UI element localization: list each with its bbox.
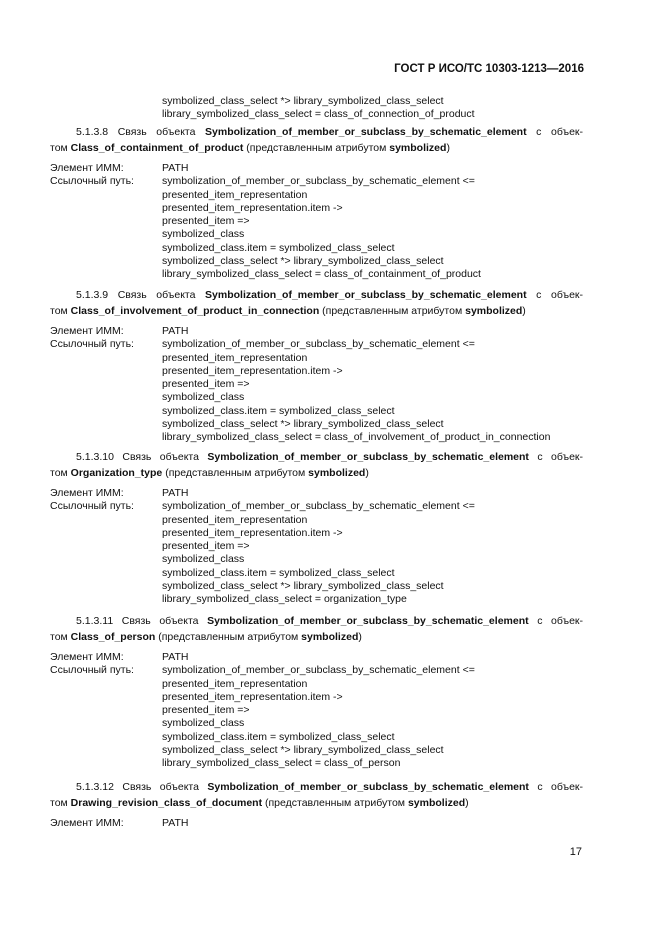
path-row	[50, 175, 583, 281]
section-number: 5.1.3.9	[76, 289, 109, 301]
section-5-1-3-8	[50, 124, 583, 282]
section-heading: 5.1.3.12 Связь объекта Symbolization_of_member_or_subclass_by_schematic_element с объек- том Drawing_revision_class_of_document (представленным атрибутом symbolized)	[50, 781, 584, 809]
section-heading: 5.1.3.9 Связь объекта Symbolization_of_member_or_subclass_by_schematic_element с объек- том Class_of_involvement_of_product_in_connection (представленным атрибутом symbolized)	[50, 289, 583, 317]
document-header: ГОСТ Р ИСО/ТС 10303-1213—2016	[394, 63, 584, 75]
path-line: symbolized_class.item = symbolized_class_select	[162, 566, 395, 579]
path-line: presented_item =>	[162, 215, 250, 228]
path-line: library_symbolized_class_select = organization_type	[162, 593, 407, 606]
section-number: 5.1.3.8	[76, 126, 109, 138]
path-row	[50, 664, 583, 770]
path-block	[162, 338, 583, 444]
path-line: symbolized_class.item = symbolized_class_select	[162, 241, 395, 254]
attribute-name: symbolized	[301, 631, 359, 643]
element-label: Элемент ИММ:	[50, 487, 124, 499]
section-heading: 5.1.3.11 Связь объекта Symbolization_of_member_or_subclass_by_schematic_element с объек- том Class_of_person (представленным атрибутом symbolized)	[50, 615, 584, 643]
path-label: Ссылочный путь:	[50, 500, 134, 513]
path-line: symbolized_class	[162, 391, 245, 404]
section-heading: 5.1.3.8 Связь объекта Symbolization_of_member_or_subclass_by_schematic_element с объек- том Class_of_containment_of_product (представленным атрибутом symbolized)	[50, 126, 583, 154]
element-value: PATH	[162, 651, 189, 663]
attribute-name: symbolized	[308, 467, 366, 479]
path-label: Ссылочный путь:	[50, 338, 134, 351]
element-value: PATH	[162, 487, 189, 499]
section-number: 5.1.3.11	[76, 615, 114, 627]
path-line: symbolized_class_select *> library_symbolized_class_select	[162, 744, 444, 757]
path-line: presented_item =>	[162, 378, 250, 391]
entity-name: Symbolization_of_member_or_subclass_by_schematic_element	[207, 451, 529, 463]
section-5-1-3-9	[50, 287, 583, 445]
element-row	[50, 325, 583, 338]
path-line: presented_item_representation	[162, 188, 308, 201]
path-line: presented_item_representation	[162, 677, 308, 690]
attribute-name: symbolized	[389, 142, 447, 154]
target-entity: Class_of_containment_of_product	[70, 142, 244, 154]
attribute-name: symbolized	[407, 797, 466, 809]
path-line: symbolized_class_select *> library_symbolized_class_select	[162, 95, 444, 107]
path-line: presented_item_representation	[162, 513, 308, 526]
element-row	[50, 817, 583, 830]
path-block	[162, 664, 583, 770]
target-entity: Organization_type	[70, 467, 163, 479]
element-row	[50, 162, 583, 175]
path-label: Ссылочный путь:	[50, 664, 134, 677]
continued-path-block	[162, 95, 475, 122]
section-5-1-3-10	[50, 449, 583, 607]
path-line: presented_item_representation.item ->	[162, 201, 343, 214]
path-line: presented_item_representation	[162, 351, 308, 364]
entity-name: Symbolization_of_member_or_subclass_by_schematic_element	[205, 289, 527, 301]
path-line: library_symbolized_class_select = class_of_person	[162, 757, 401, 770]
element-label: Элемент ИММ:	[50, 162, 124, 174]
page-number: 17	[569, 846, 582, 858]
path-line: presented_item_representation.item ->	[162, 690, 343, 703]
path-line: library_symbolized_class_select = class_of_containment_of_product	[162, 268, 481, 281]
path-line: presented_item =>	[162, 540, 250, 553]
path-line: presented_item_representation.item ->	[162, 364, 343, 377]
path-line: symbolized_class_select *> library_symbolized_class_select	[162, 418, 444, 431]
attribute-name: symbolized	[465, 305, 523, 317]
path-line: symbolization_of_member_or_subclass_by_schematic_element <=	[162, 338, 475, 351]
element-label: Элемент ИММ:	[50, 325, 124, 337]
section-5-1-3-12	[50, 779, 583, 830]
element-row	[50, 651, 583, 664]
element-label: Элемент ИММ:	[50, 651, 124, 663]
path-line: library_symbolized_class_select = class_of_connection_of_product	[162, 108, 475, 121]
path-line: symbolization_of_member_or_subclass_by_schematic_element <=	[162, 175, 475, 188]
path-line: presented_item =>	[162, 704, 250, 717]
entity-name: Symbolization_of_member_or_subclass_by_schematic_element	[207, 781, 529, 793]
path-line: symbolized_class	[162, 553, 245, 566]
path-line: symbolized_class	[162, 717, 245, 730]
path-block	[162, 175, 583, 281]
path-line: symbolization_of_member_or_subclass_by_schematic_element <=	[162, 664, 475, 677]
section-number: 5.1.3.10	[76, 451, 114, 463]
element-value: PATH	[162, 817, 189, 829]
target-entity: Class_of_involvement_of_product_in_connection	[70, 305, 320, 317]
element-value: PATH	[162, 325, 189, 337]
element-label: Элемент ИММ:	[50, 817, 124, 829]
target-entity: Drawing_revision_class_of_document	[70, 797, 263, 809]
path-line: symbolization_of_member_or_subclass_by_schematic_element <=	[162, 500, 475, 513]
entity-name: Symbolization_of_member_or_subclass_by_schematic_element	[207, 615, 529, 627]
entity-name: Symbolization_of_member_or_subclass_by_schematic_element	[205, 126, 527, 138]
path-line: symbolized_class	[162, 228, 245, 241]
path-line: symbolized_class.item = symbolized_class_select	[162, 404, 395, 417]
path-row	[50, 338, 583, 444]
element-row	[50, 487, 583, 500]
section-number: 5.1.3.12	[76, 781, 114, 793]
target-entity: Class_of_person	[70, 631, 156, 643]
path-line: library_symbolized_class_select = class_of_involvement_of_product_in_connection	[162, 431, 551, 444]
path-line: presented_item_representation.item ->	[162, 526, 343, 539]
path-line: symbolized_class_select *> library_symbolized_class_select	[162, 580, 444, 593]
path-row	[50, 500, 583, 606]
section-heading: 5.1.3.10 Связь объекта Symbolization_of_member_or_subclass_by_schematic_element с объек- том Organization_type (представленным атрибутом symbolized)	[50, 451, 584, 479]
path-line: symbolized_class_select *> library_symbolized_class_select	[162, 255, 444, 268]
path-label: Ссылочный путь:	[50, 175, 134, 188]
path-line: symbolized_class.item = symbolized_class_select	[162, 730, 395, 743]
section-5-1-3-11	[50, 613, 583, 771]
element-value: PATH	[162, 162, 189, 174]
path-block	[162, 500, 583, 606]
